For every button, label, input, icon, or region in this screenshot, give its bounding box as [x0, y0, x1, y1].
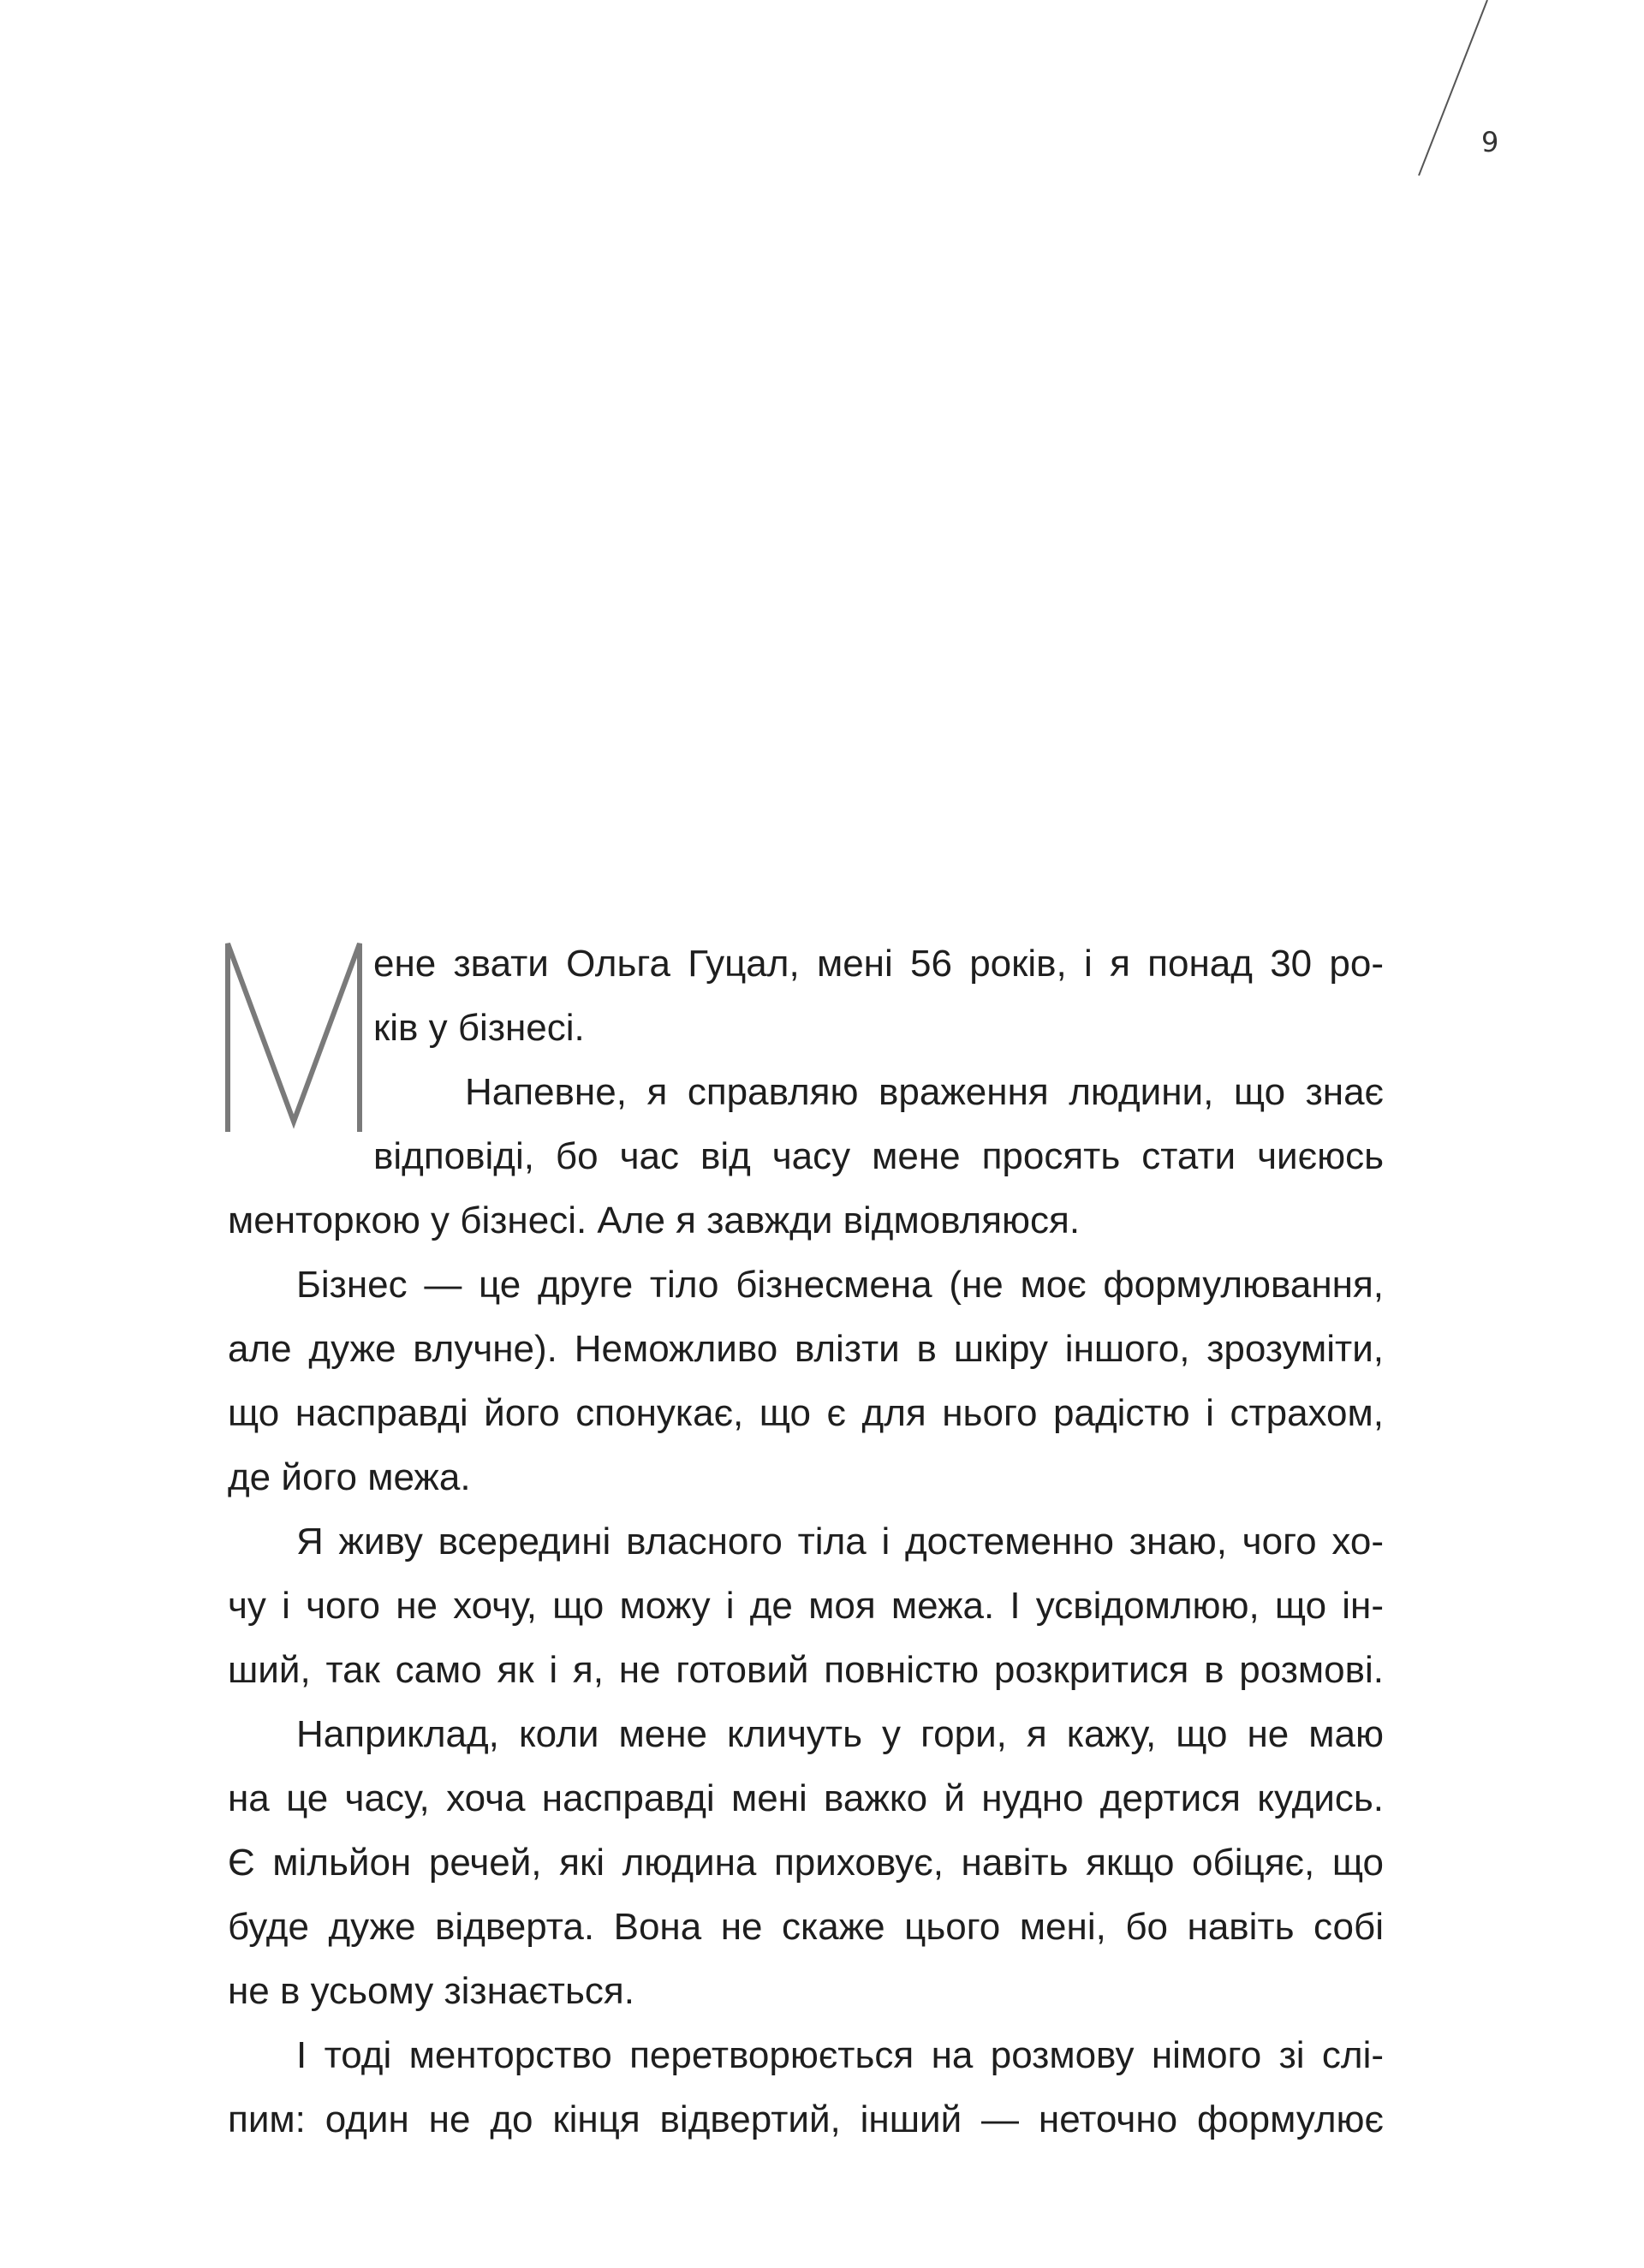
text-line: пим: один не до кінця відвертий, інший — неточно формулює	[228, 2098, 1384, 2140]
text-line: Є мільйон речей, які людина приховує, навіть якщо обіцяє, що	[228, 1842, 1384, 1884]
text-line: Напевне, я справляю враження людини, що знає	[465, 1071, 1384, 1113]
text-line: чу і чого не хочу, що можу і де моя межа. І усвідомлюю, що ін-	[228, 1585, 1384, 1627]
text-line: де його межа.	[228, 1456, 471, 1498]
text-line: ене звати Ольга Гуцал, мені 56 років, і я понад 30 ро-	[373, 943, 1384, 985]
text-line: І тоді менторство перетворюється на розмову німого зі слі-	[296, 2034, 1384, 2076]
body-text	[228, 932, 1384, 2152]
text-line: не в усьому зізнається.	[228, 1970, 634, 2012]
text-line: Бізнес — це друге тіло бізнесмена (не моє формулювання,	[296, 1264, 1384, 1306]
text-line: Наприклад, коли мене кличуть у гори, я кажу, що не маю	[296, 1713, 1384, 1755]
text-line: відповіді, бо час від часу мене просять стати чиєюсь	[373, 1135, 1384, 1177]
text-line: ший, так само як і я, не готовий повністю розкритися в розмові.	[228, 1649, 1384, 1691]
text-line: але дуже влучне). Неможливо влізти в шкіру іншого, зрозуміти,	[228, 1328, 1384, 1370]
text-line: ків у бізнесі.	[373, 1007, 585, 1049]
page-number: 9	[1481, 126, 1499, 158]
text-line: на це часу, хоча насправді мені важко й нудно дертися кудись.	[228, 1777, 1384, 1819]
text-line: буде дуже відверта. Вона не скаже цього мені, бо навіть собі	[228, 1906, 1384, 1948]
text-line: що насправді його спонукає, що є для нього радістю і страхом,	[228, 1392, 1384, 1434]
text-line: Я живу всередині власного тіла і достеменно знаю, чого хо-	[296, 1521, 1384, 1563]
text-line: менторкою у бізнесі. Але я завжди відмовляюся.	[228, 1199, 1081, 1241]
